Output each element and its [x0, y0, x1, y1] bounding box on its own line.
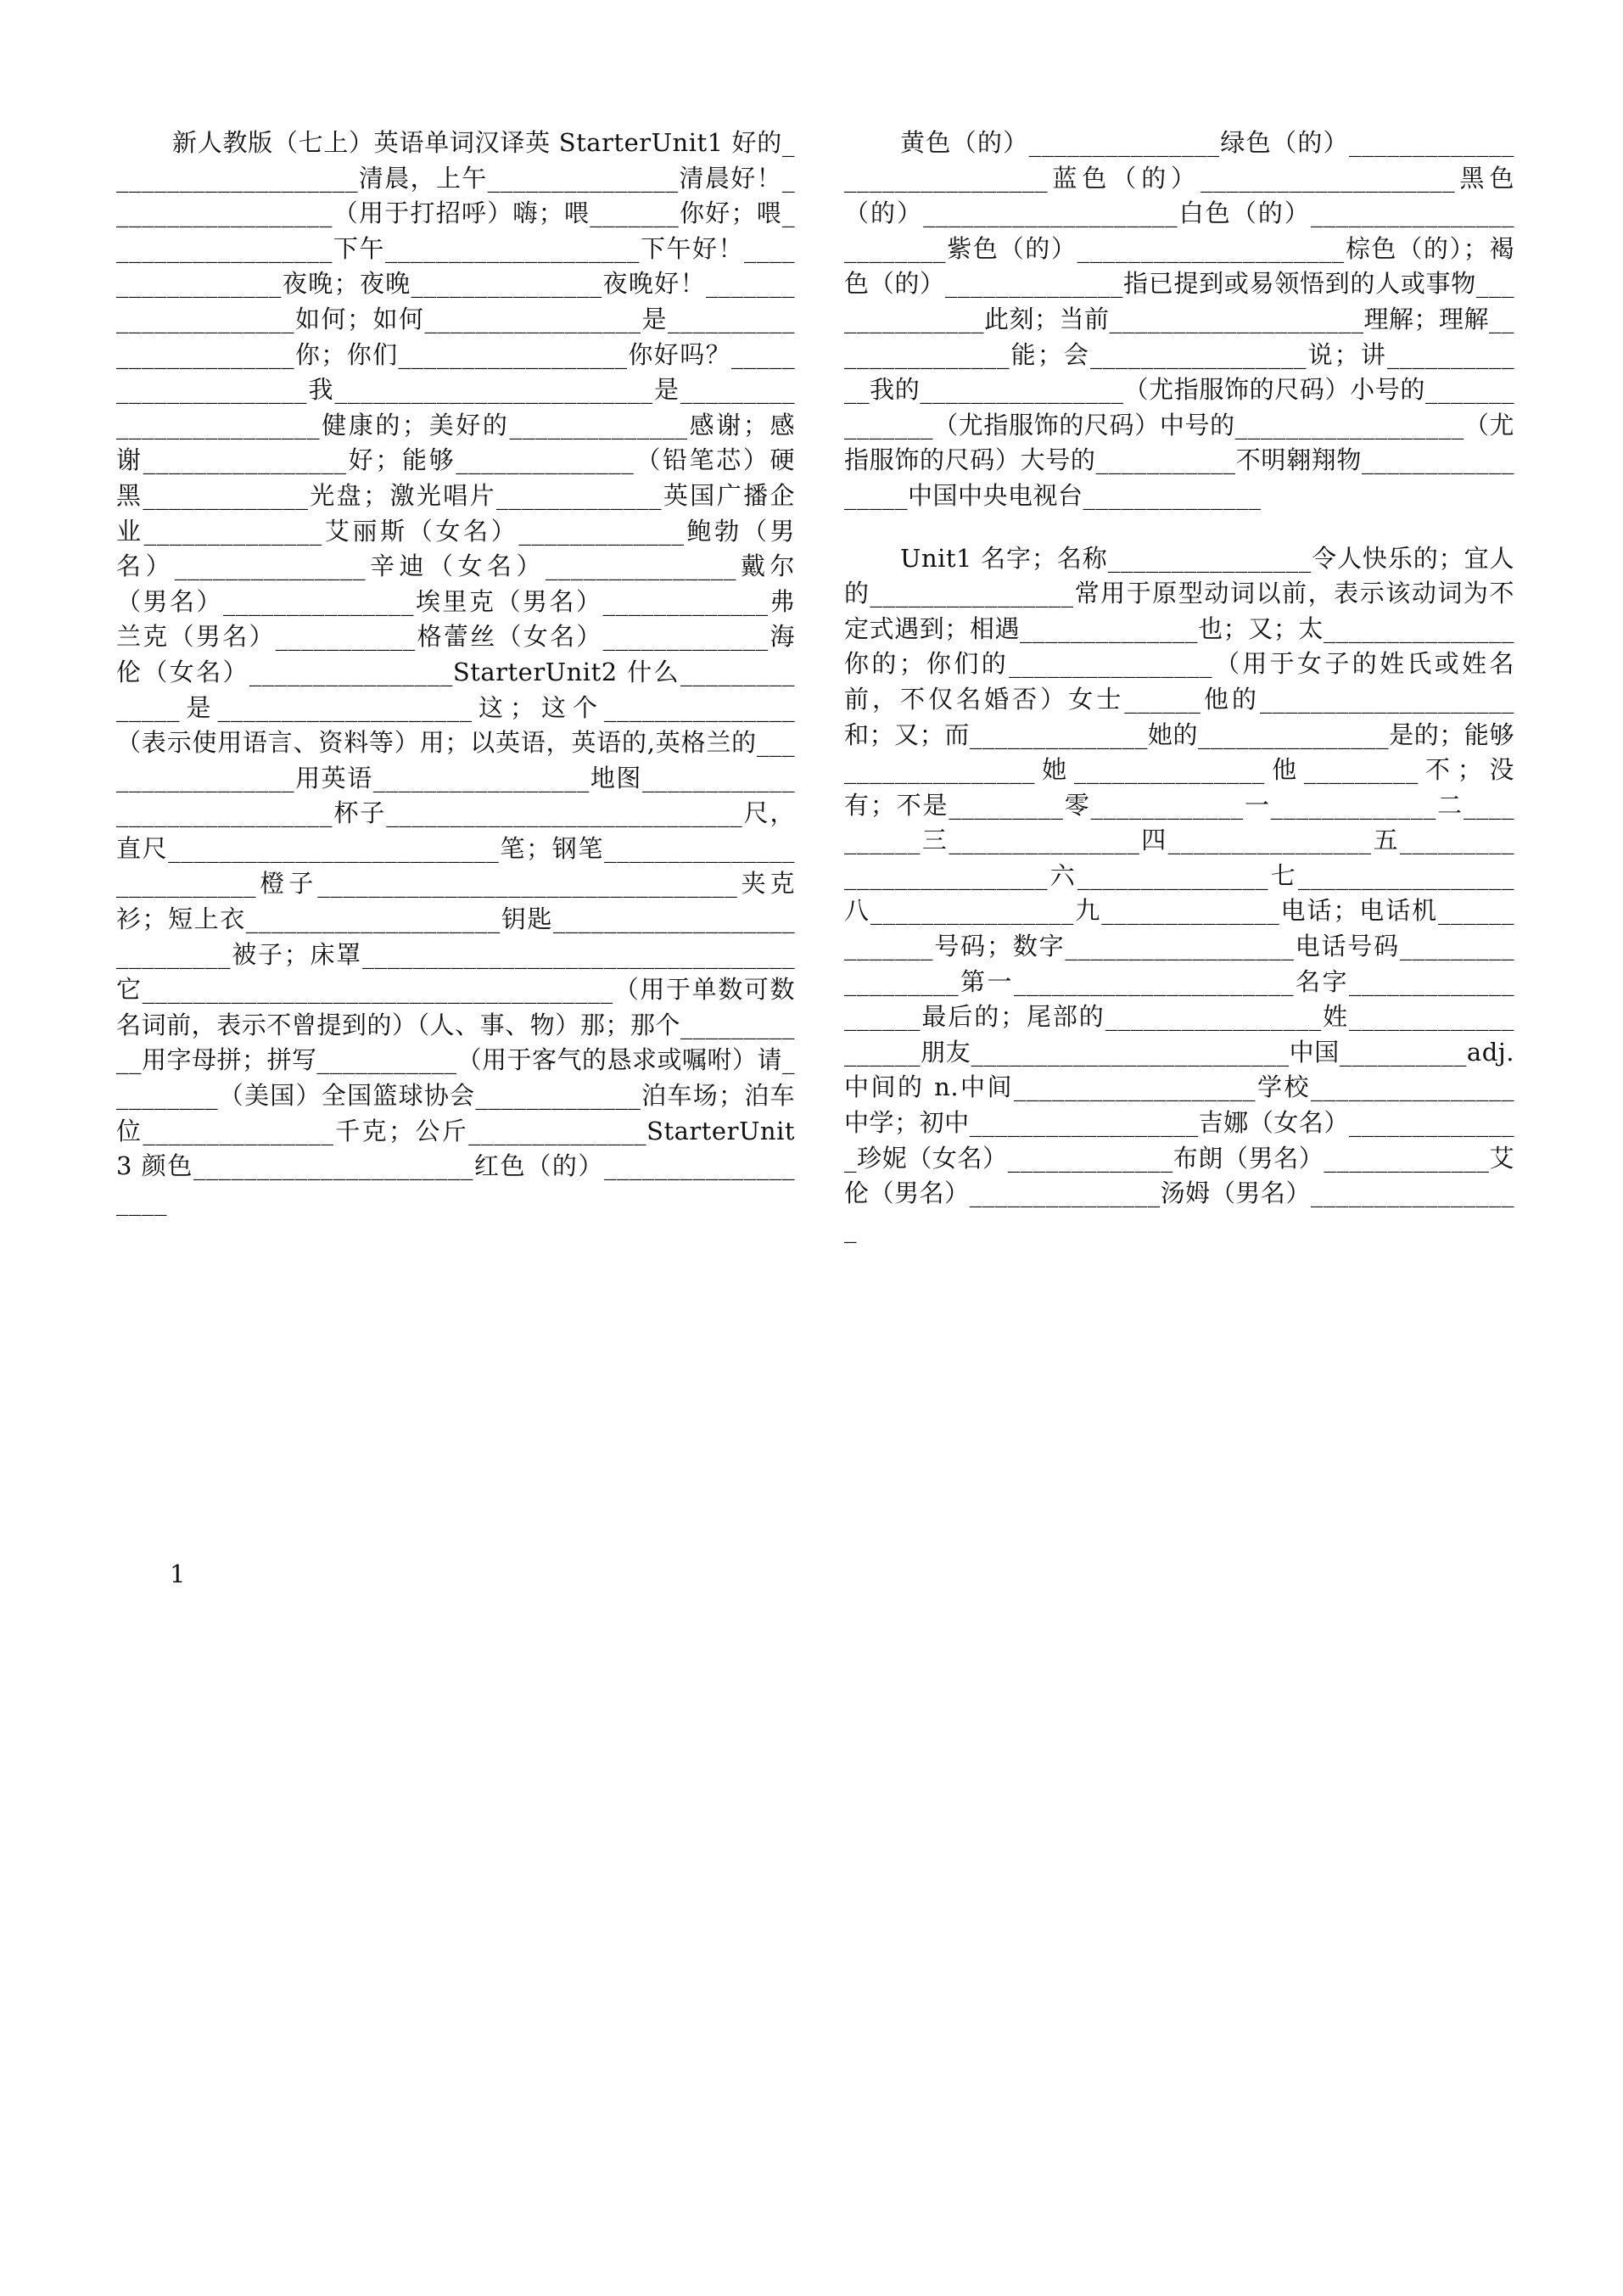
left-column-text: 新人教版（七上）英语单词汉译英 StarterUnit1 好的____________________清晨，上午_______________清晨好！__________________（用于打招呼）嗨；喂_______你好；喂__________________下午____________________下午好！_________________夜晚；夜晚_______________夜晚好！_____________________如何；如何_________________是________________________你；你们__________________你好吗？____________________我_________________________是_________________________健康的；美好的______________感谢；感谢________________好；能够______________（铅笔芯）硬黑_____________光盘；激光唱片_____________英国广播企业______________艾丽斯（女名）_____________鲍勃（男名）_______________辛迪（女名）_______________戴尔（男名）_______________埃里克（男名）_____________弗兰克（男名）___________格蕾丝（女名）_____________海伦（女名）________________StarterUnit2 什么______________是____________________这；这个_______________（表示使用语言、资料等）用；以英语，英语的,英格兰的_________________用英语_________________地图_____________________________杯子____________________________尺，直尺__________________________笔；钢笔__________________________橙子_________________________________夹克衫；短上衣____________________钥匙____________________________被子；床罩__________________________________它_____________________________________（用于单数可数名词前，表示不曾提到的）（人、事、物）那；那个___________用字母拼；拼写___________（用于客气的恳求或嘱咐）请_________（美国）全国篮球协会_____________泊车场；泊车位_______________千克；公斤______________StarterUnit3 颜色______________________红色（的）___________________	[116, 128, 796, 1216]
page-number: 1	[170, 1560, 186, 1588]
right-column-text-part2: Unit1 名字；名称________________令人快乐的；宜人的________________常用于原型动词以前，表示该动词为不定式遇到；相遇______________也；又；太_______________你的；你们的________________（用于女子的姓氏或姓名前，不仅名婚否）女士______他的____________________和；又；而______________她的_______________是的；能够_______________她_______________他_________不；没有；不是_________零____________一_____________二__________三_______________四________________五_________________________六_______________七_________________八________________九______________电话；电话机_____________号码；数字__________________电话号码__________________第一______________________名字___________________最后的；尾部的_________________姓___________________朋友_________________________中国__________adj.中间的 n.中间___________________学校________________中学；初中__________________吉娜（女名）______________珍妮（女名）_____________布朗（男名）_____________艾伦（男名）_______________汤姆（男名）_________________	[844, 543, 1514, 1243]
right-column-text-part1: 黄色（的）_______________绿色（的）_____________________________蓝色（的）____________________黑色（的）____________________白色（的）________________________紫色（的）_____________________棕色（的）；褐色（的）______________指已提到或易领悟到的人或事物______________此刻；当前____________________理解；理解_______________能；会_________________说；讲____________我的________________（尤指服饰的尺码）小号的______________（尤指服饰的尺码）中号的__________________（尤指服饰的尺码）大号的___________不明翱翔物_________________中国中央电视台______________	[844, 128, 1515, 510]
right-column	[844, 126, 1514, 1246]
left-column	[116, 126, 795, 1219]
paragraph-gap	[844, 514, 1514, 541]
